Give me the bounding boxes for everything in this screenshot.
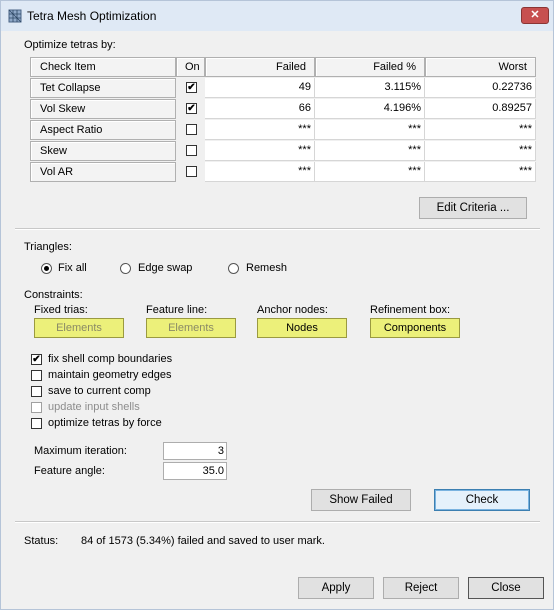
vol-ar-failed: *** (205, 162, 315, 182)
row-aspect-ratio[interactable]: Aspect Ratio (30, 120, 176, 140)
radio-fix-all-label: Fix all (58, 262, 87, 274)
radio-edge-swap[interactable] (120, 263, 131, 274)
tet-collapse-failed-pct: 3.115% (315, 78, 425, 98)
status-text: 84 of 1573 (5.34%) failed and saved to user mark. (81, 535, 325, 547)
table-row-on-cell (176, 78, 205, 98)
fix-shell-comp-boundaries-label: fix shell comp boundaries (48, 353, 173, 365)
vol-skew-worst: 0.89257 (425, 99, 536, 119)
optimize-tetras-by-force-checkbox[interactable] (31, 418, 42, 429)
optimize-tetras-by-force-label: optimize tetras by force (48, 417, 162, 429)
max-iteration-label: Maximum iteration: (34, 445, 127, 457)
refinement-box-label: Refinement box: (370, 304, 451, 316)
check-button[interactable]: Check (434, 489, 530, 511)
close-button[interactable]: Close (468, 577, 544, 599)
tet-collapse-worst: 0.22736 (425, 78, 536, 98)
radio-remesh[interactable] (228, 263, 239, 274)
show-failed-button[interactable]: Show Failed (311, 489, 411, 511)
fix-shell-comp-boundaries-checkbox[interactable]: ✔ (32, 354, 41, 365)
radio-remesh-label: Remesh (246, 262, 287, 274)
title-bar (1, 1, 553, 31)
feature-angle-input[interactable]: 35.0 (163, 462, 227, 480)
anchor-nodes-button[interactable]: Nodes (257, 318, 347, 338)
mesh-grid-icon (8, 9, 22, 23)
skew-failed-pct: *** (315, 141, 425, 161)
update-input-shells-checkbox (31, 402, 42, 413)
check-items-table (30, 57, 536, 187)
table-row-on-cell (176, 99, 205, 119)
row-skew[interactable]: Skew (30, 141, 176, 161)
dialog-body (10, 31, 545, 603)
row-vol-ar[interactable]: Vol AR (30, 162, 176, 182)
max-iteration-input[interactable]: 3 (163, 442, 227, 460)
vol-ar-worst: *** (425, 162, 536, 182)
maintain-geometry-edges-label: maintain geometry edges (48, 369, 172, 381)
apply-button[interactable]: Apply (298, 577, 374, 599)
column-header-failed[interactable]: Failed (205, 57, 315, 77)
update-input-shells-label: update input shells (48, 401, 140, 413)
tet-collapse-failed: 49 (205, 78, 315, 98)
triangles-label: Triangles: (24, 241, 72, 253)
save-to-current-comp-checkbox[interactable] (31, 386, 42, 397)
radio-fix-all[interactable] (41, 263, 52, 274)
radio-selected-dot (44, 266, 49, 271)
column-header-failed-pct[interactable]: Failed % (315, 57, 425, 77)
vol-skew-failed: 66 (205, 99, 315, 119)
fixed-trias-label: Fixed trias: (34, 304, 88, 316)
skew-failed: *** (205, 141, 315, 161)
column-header-check-item[interactable]: Check Item (30, 57, 176, 77)
feature-angle-label: Feature angle: (34, 465, 105, 477)
table-row-on-cell (176, 162, 205, 182)
table-row-on-cell (176, 141, 205, 161)
skew-worst: *** (425, 141, 536, 161)
window-close-button[interactable]: ✕ (521, 7, 549, 24)
vol-skew-failed-pct: 4.196% (315, 99, 425, 119)
divider (15, 521, 540, 523)
table-row-on-cell (176, 120, 205, 140)
window-title: Tetra Mesh Optimization (27, 9, 157, 23)
constraints-label: Constraints: (24, 289, 83, 301)
maintain-geometry-edges-checkbox[interactable] (31, 370, 42, 381)
row-vol-skew[interactable]: Vol Skew (30, 99, 176, 119)
row-tet-collapse[interactable]: Tet Collapse (30, 78, 176, 98)
feature-line-elements-button[interactable]: Elements (146, 318, 236, 338)
aspect-ratio-checkbox[interactable] (186, 124, 197, 135)
aspect-ratio-worst: *** (425, 120, 536, 140)
fixed-trias-elements-button[interactable]: Elements (34, 318, 124, 338)
vol-skew-checkbox[interactable]: ✔ (187, 103, 196, 114)
anchor-nodes-label: Anchor nodes: (257, 304, 328, 316)
vol-ar-failed-pct: *** (315, 162, 425, 182)
aspect-ratio-failed: *** (205, 120, 315, 140)
vol-ar-checkbox[interactable] (186, 166, 197, 177)
column-header-on[interactable]: On (176, 57, 205, 77)
save-to-current-comp-label: save to current comp (48, 385, 151, 397)
reject-button[interactable]: Reject (383, 577, 459, 599)
edit-criteria-button[interactable]: Edit Criteria ... (419, 197, 527, 219)
feature-line-label: Feature line: (146, 304, 208, 316)
refinement-box-components-button[interactable]: Components (370, 318, 460, 338)
aspect-ratio-failed-pct: *** (315, 120, 425, 140)
skew-checkbox[interactable] (186, 145, 197, 156)
divider (15, 228, 540, 230)
optimize-label: Optimize tetras by: (24, 39, 116, 51)
radio-edge-swap-label: Edge swap (138, 262, 193, 274)
status-label: Status: (24, 535, 59, 547)
column-header-worst[interactable]: Worst (425, 57, 536, 77)
tet-collapse-checkbox[interactable]: ✔ (187, 82, 196, 93)
